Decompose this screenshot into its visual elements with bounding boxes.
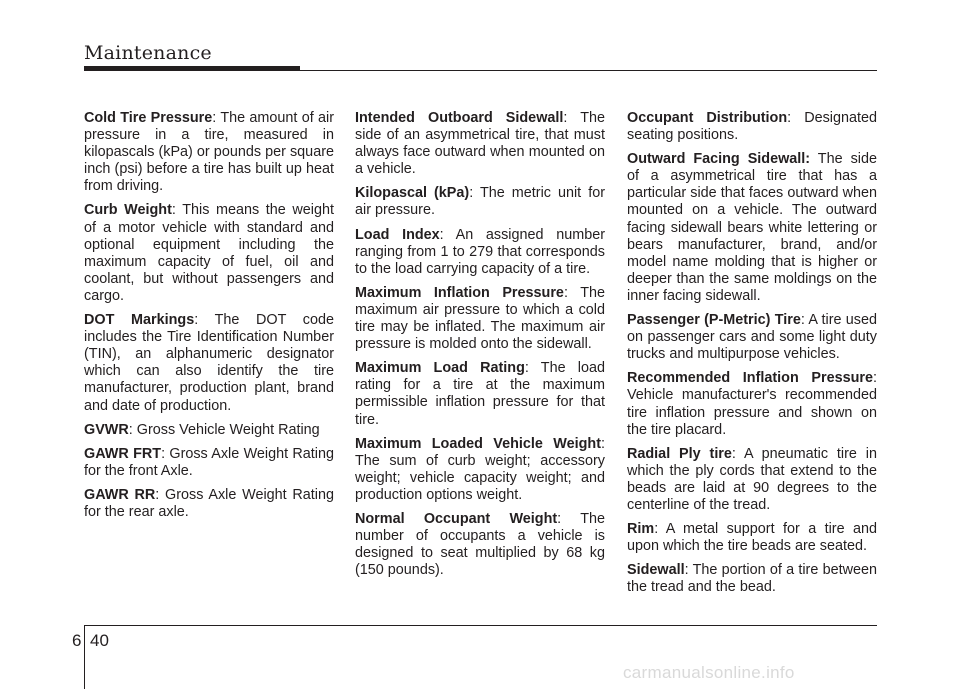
glossary-term: Rim bbox=[627, 521, 655, 538]
term-separator: : bbox=[155, 486, 166, 503]
header-rule-thick bbox=[84, 66, 300, 71]
glossary-term: Maximum Load Rating bbox=[355, 360, 525, 377]
term-separator bbox=[810, 151, 818, 167]
term-separator: : bbox=[128, 421, 137, 438]
glossary-entry bbox=[355, 285, 605, 353]
term-separator: : bbox=[601, 435, 605, 452]
glossary-term: Cold Tire Pressure bbox=[84, 110, 213, 126]
glossary-entry bbox=[84, 202, 334, 305]
glossary-definition: A metal support for a tire and upon which the tire beads are seated. bbox=[627, 521, 878, 555]
glossary-definition: The metric unit for air pressure. bbox=[355, 185, 605, 219]
footer-divider bbox=[84, 625, 85, 689]
glossary-definition: The portion of a tire between the tread and the bead. bbox=[627, 562, 877, 596]
term-separator: : bbox=[563, 284, 581, 301]
glossary-entry bbox=[355, 436, 605, 504]
glossary-entry bbox=[84, 446, 334, 480]
term-separator: : bbox=[171, 202, 183, 219]
glossary-entry bbox=[355, 185, 605, 219]
glossary-entry bbox=[84, 312, 334, 415]
glossary-entry bbox=[627, 562, 877, 596]
glossary-term: DOT Markings bbox=[84, 312, 195, 329]
term-separator: : bbox=[524, 360, 541, 377]
glossary-term: Maximum Inflation Pressure bbox=[355, 284, 564, 301]
glossary-definition: Designated seating positions. bbox=[627, 110, 878, 144]
glossary-column-1 bbox=[84, 110, 334, 528]
glossary-entry bbox=[84, 422, 334, 439]
term-separator: : bbox=[873, 370, 877, 387]
glossary-definition: The DOT code includes the Tire Identification Number (TIN), an alphanumeric designator which can also identify the tire manufacturer, production plant, brand and date of production. bbox=[84, 312, 334, 414]
glossary-definition: Gross Axle Weight Rating for the front Axle. bbox=[84, 445, 335, 479]
term-separator: : bbox=[731, 445, 744, 462]
glossary-definition: Vehicle manufacturer's recommended tire inflation pressure and shown on the tire placard. bbox=[627, 387, 877, 438]
glossary-column-3 bbox=[627, 110, 877, 603]
glossary-entry bbox=[84, 487, 334, 521]
glossary-term: Maximum Loaded Vehicle Weight bbox=[355, 435, 601, 452]
glossary-term: Curb Weight bbox=[84, 202, 172, 219]
glossary-definition: A pneumatic tire in which the ply cords that extend to the beads are laid at 90 degrees to the centerline of the tread. bbox=[627, 445, 877, 513]
glossary-definition: Gross Vehicle Weight Rating bbox=[136, 421, 320, 438]
glossary-definition: The load rating for a tire at the maximum permissible inflation pressure for that tire. bbox=[355, 360, 605, 428]
glossary-term: Passenger (P-Metric) Tire bbox=[627, 312, 801, 329]
glossary-definition: A tire used on passenger cars and some light duty trucks and multipurpose vehicles. bbox=[627, 312, 878, 363]
term-separator: : bbox=[161, 445, 170, 462]
glossary-term: Occupant Distribution bbox=[627, 110, 788, 126]
glossary-entry bbox=[627, 151, 877, 305]
glossary-term: Sidewall bbox=[627, 562, 685, 579]
page-number: 40 bbox=[90, 631, 109, 650]
term-separator: : bbox=[557, 510, 581, 527]
glossary-entry bbox=[627, 312, 877, 363]
glossary-term: Normal Occupant Weight bbox=[355, 510, 558, 527]
glossary-definition: The side of a asymmetrical tire that has a particular side that faces outward when mounted on a vehicle. The outward facing sidewall bears white lettering or bears manufacturer, brand, and/or model name molding that is higher or deeper than the same moldings on the inner facing sidewall. bbox=[627, 151, 877, 304]
glossary-term: Load Index bbox=[355, 226, 440, 243]
term-separator: : bbox=[563, 110, 581, 126]
glossary-definition: The sum of curb weight; accessory weight; vehicle capacity weight; and production options weight. bbox=[355, 452, 605, 503]
glossary-entry bbox=[355, 227, 605, 278]
glossary-entry bbox=[627, 446, 877, 514]
glossary-entry bbox=[355, 511, 605, 579]
glossary-definition: This means the weight of a motor vehicle with standard and optional equipment including the maximum capacity of fuel, oil and coolant, but without passengers and cargo. bbox=[84, 202, 334, 304]
glossary-definition: The maximum air pressure to which a cold tire may be inflated. The maximum air pressure is molded onto the sidewall. bbox=[355, 284, 605, 353]
glossary-term: GVWR bbox=[84, 421, 129, 438]
glossary-term: GAWR FRT bbox=[84, 445, 162, 462]
glossary-definition: The side of an asymmetrical tire, that must always face outward when mounted on a vehicle. bbox=[355, 110, 605, 178]
glossary-entry bbox=[84, 110, 334, 195]
term-separator: : bbox=[212, 110, 221, 126]
term-separator: : bbox=[787, 110, 805, 126]
footer-rule bbox=[84, 625, 877, 626]
term-separator: : bbox=[684, 562, 693, 579]
term-separator: : bbox=[439, 226, 456, 243]
glossary-term: Intended Outboard Sidewall bbox=[355, 110, 564, 126]
glossary-term: Outward Facing Sidewall: bbox=[627, 151, 811, 168]
term-separator: : bbox=[194, 312, 215, 329]
glossary-entry bbox=[627, 370, 877, 438]
glossary-definition: The number of occupants a vehicle is designed to seat multiplied by 68 kg (150 pounds). bbox=[355, 510, 605, 579]
watermark-text: carmanualsonline.info bbox=[623, 663, 795, 682]
glossary-entry bbox=[627, 110, 877, 144]
term-separator: : bbox=[800, 312, 809, 329]
glossary-term: Recommended Inflation Pressure bbox=[627, 370, 873, 387]
glossary-definition: The amount of air pressure in a tire, measured in kilopascals (kPa) or pounds per square inch (psi) before a tire has built up heat from driving. bbox=[84, 110, 334, 195]
glossary-entry bbox=[627, 521, 877, 555]
section-title: Maintenance bbox=[84, 42, 212, 64]
term-separator: : bbox=[654, 521, 666, 538]
chapter-number: 6 bbox=[72, 631, 82, 650]
glossary-entry bbox=[355, 360, 605, 428]
glossary-term: Radial Ply tire bbox=[627, 445, 732, 462]
term-separator: : bbox=[469, 185, 480, 202]
glossary-definition: An assigned number ranging from 1 to 279 that corresponds to the load carrying capacity of a tire. bbox=[355, 226, 606, 277]
glossary-entry bbox=[355, 110, 605, 178]
glossary-column-2 bbox=[355, 110, 605, 586]
glossary-term: GAWR RR bbox=[84, 486, 156, 503]
glossary-term: Kilopascal (kPa) bbox=[355, 185, 470, 202]
header-rule-thin bbox=[300, 70, 877, 71]
glossary-definition: Gross Axle Weight Rating for the rear axle. bbox=[84, 486, 334, 520]
